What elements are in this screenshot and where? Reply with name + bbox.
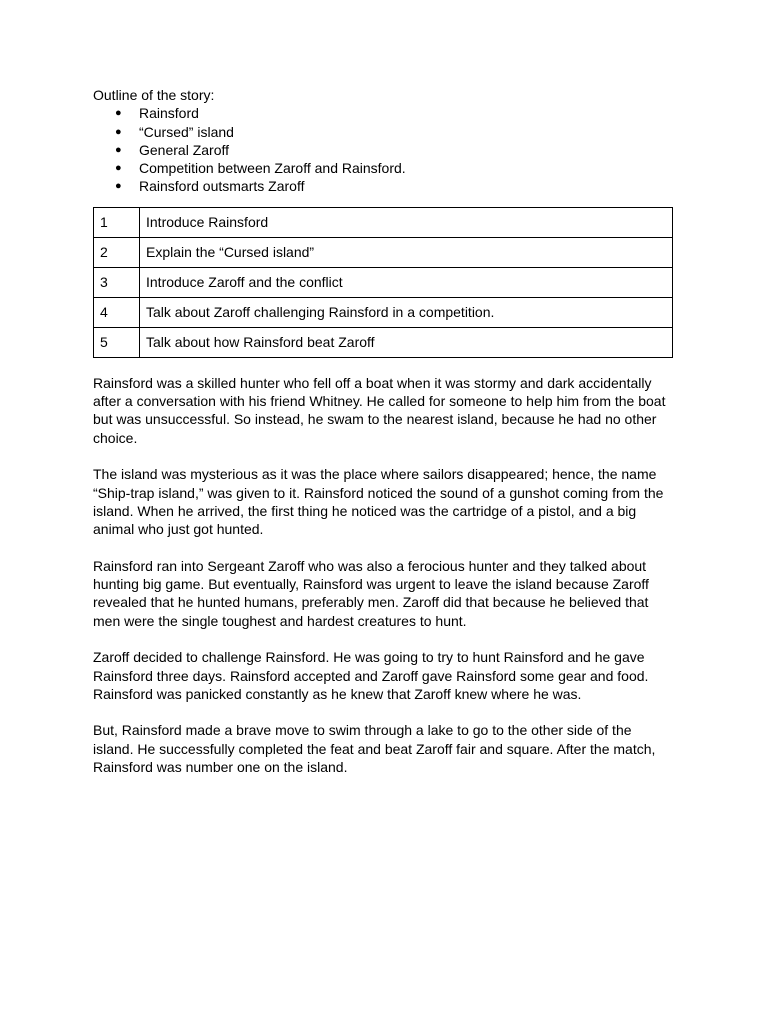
bullet-icon: ● — [115, 107, 122, 120]
outline-item-text: Rainsford — [139, 105, 199, 122]
bullet-icon: ● — [115, 180, 122, 193]
outline-item-text: Competition between Zaroff and Rainsford. — [139, 160, 406, 177]
outline-item-text: Rainsford outsmarts Zaroff — [139, 178, 305, 195]
outline-item-text: “Cursed” island — [139, 123, 234, 140]
outline-heading: Outline of the story: — [93, 87, 215, 103]
row-text: Talk about how Rainsford beat Zaroff — [140, 327, 673, 357]
row-text: Introduce Rainsford — [140, 207, 673, 237]
outline-item — [93, 159, 673, 177]
row-text: Talk about Zaroff challenging Rainsford in a competition. — [140, 297, 673, 327]
paragraph: Rainsford ran into Sergeant Zaroff who was also a ferocious hunter and they talked about hunting big game. But eventually, Rainsford was urgent to leave the island because Zaroff revealed that he hunted humans, preferably men. Zaroff did that because he believed that men were the single toughest and hardest creatures to hunt. — [93, 557, 649, 629]
story-body — [93, 374, 673, 777]
outline-item — [93, 104, 673, 122]
row-number: 4 — [94, 297, 140, 327]
row-number: 5 — [94, 327, 140, 357]
paragraph: The island was mysterious as it was the place where sailors disappeared; hence, the name “Ship-trap island,” was given to it. Rainsford noticed the sound of a gunshot coming from the island. When he arrived, the first thing he noticed was the cartridge of a pistol, and a big animal who just got hunted. — [93, 466, 664, 538]
outline-item-text: General Zaroff — [139, 141, 230, 158]
outline-item — [93, 123, 673, 141]
bullet-icon: ● — [115, 125, 122, 138]
outline-item — [93, 141, 673, 159]
table-row — [94, 207, 673, 237]
table-row — [94, 267, 673, 297]
row-text: Introduce Zaroff and the conflict — [140, 267, 673, 297]
outline-list — [93, 104, 673, 195]
table-row — [94, 237, 673, 267]
row-number: 2 — [94, 237, 140, 267]
row-number: 3 — [94, 267, 140, 297]
row-number: 1 — [94, 207, 140, 237]
bullet-icon: ● — [115, 143, 122, 156]
row-text: Explain the “Cursed island” — [140, 237, 673, 267]
table-row — [94, 327, 673, 357]
paragraph: Zaroff decided to challenge Rainsford. He was going to try to hunt Rainsford and he gave Rainsford three days. Rainsford accepted and Zaroff gave Rainsford some gear and food. Rainsford was panicked constantly as he knew that Zaroff knew where he was. — [93, 649, 649, 702]
paragraph: But, Rainsford made a brave move to swim through a lake to go to the other side of the island. He successfully completed the feat and beat Zaroff fair and square. After the match, Rainsford was number one on the island. — [93, 722, 656, 776]
outline-table — [93, 207, 673, 358]
outline-item — [93, 177, 673, 195]
document-page — [93, 86, 673, 795]
table-row — [94, 297, 673, 327]
paragraph: Rainsford was a skilled hunter who fell off a boat when it was stormy and dark accidentally after a conversation with his friend Whitney. He called for someone to help him from the boat but was unsuccessful. So instead, he swam to the nearest island, because he had no other choice. — [93, 374, 666, 446]
bullet-icon: ● — [115, 162, 122, 175]
